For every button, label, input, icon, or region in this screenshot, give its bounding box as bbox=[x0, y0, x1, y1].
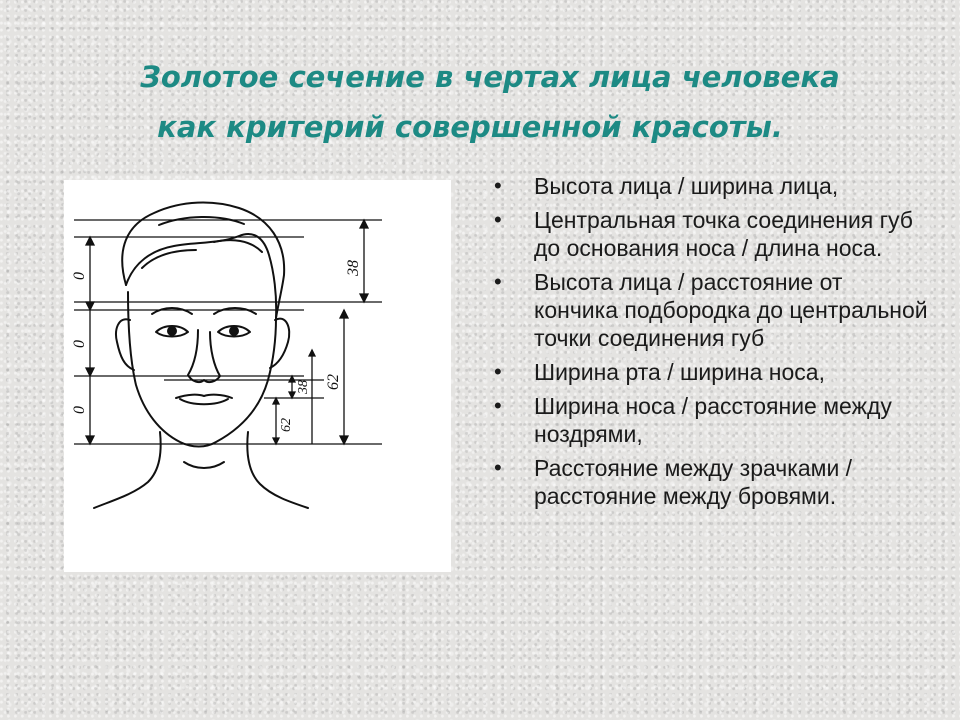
bullet-icon: • bbox=[494, 455, 502, 480]
face-proportions-drawing bbox=[64, 180, 451, 572]
label-left-top: 0 bbox=[71, 272, 88, 280]
criteria-item bbox=[492, 358, 932, 386]
label-inner-38: 38 bbox=[296, 380, 311, 394]
right-eyebrow bbox=[214, 308, 256, 314]
criteria-text: Высота лица / расстояние от кончика подбородка до центральной точки соединения губ bbox=[534, 269, 928, 351]
nose bbox=[188, 330, 220, 382]
criteria-item bbox=[492, 206, 932, 262]
criteria-text: Ширина носа / расстояние между ноздрями, bbox=[534, 393, 892, 447]
criteria-list bbox=[492, 172, 932, 516]
bullet-icon: • bbox=[494, 173, 502, 198]
bullet-icon: • bbox=[494, 393, 502, 418]
label-right-large: 62 bbox=[325, 374, 342, 390]
criteria-item bbox=[492, 172, 932, 200]
criteria-item bbox=[492, 454, 932, 510]
criteria-item bbox=[492, 268, 932, 352]
face-proportions-figure bbox=[64, 180, 451, 572]
criteria-text: Расстояние между зрачками / расстояние между бровями. bbox=[534, 455, 853, 509]
bullet-icon: • bbox=[494, 207, 502, 232]
mouth bbox=[176, 395, 232, 398]
criteria-item bbox=[492, 392, 932, 448]
label-inner-62: 62 bbox=[279, 418, 294, 432]
title-line-1: Золотое сечение в чертах лица человека bbox=[140, 60, 840, 94]
title-line-2: как критерий совершенной красоты. bbox=[157, 110, 783, 144]
criteria-text: Высота лица / ширина лица, bbox=[534, 173, 839, 199]
bullet-icon: • bbox=[494, 359, 502, 384]
label-left-bottom: 0 bbox=[71, 406, 88, 414]
slide-title bbox=[60, 52, 920, 152]
bullet-icon: • bbox=[494, 269, 502, 294]
label-left-middle: 0 bbox=[71, 340, 88, 348]
left-eyebrow bbox=[152, 308, 192, 314]
criteria-text: Ширина рта / ширина носа, bbox=[534, 359, 825, 385]
label-right-top: 38 bbox=[345, 260, 362, 276]
criteria-text: Центральная точка соединения губ до основания носа / длина носа. bbox=[534, 207, 913, 261]
face-outline bbox=[128, 292, 276, 447]
